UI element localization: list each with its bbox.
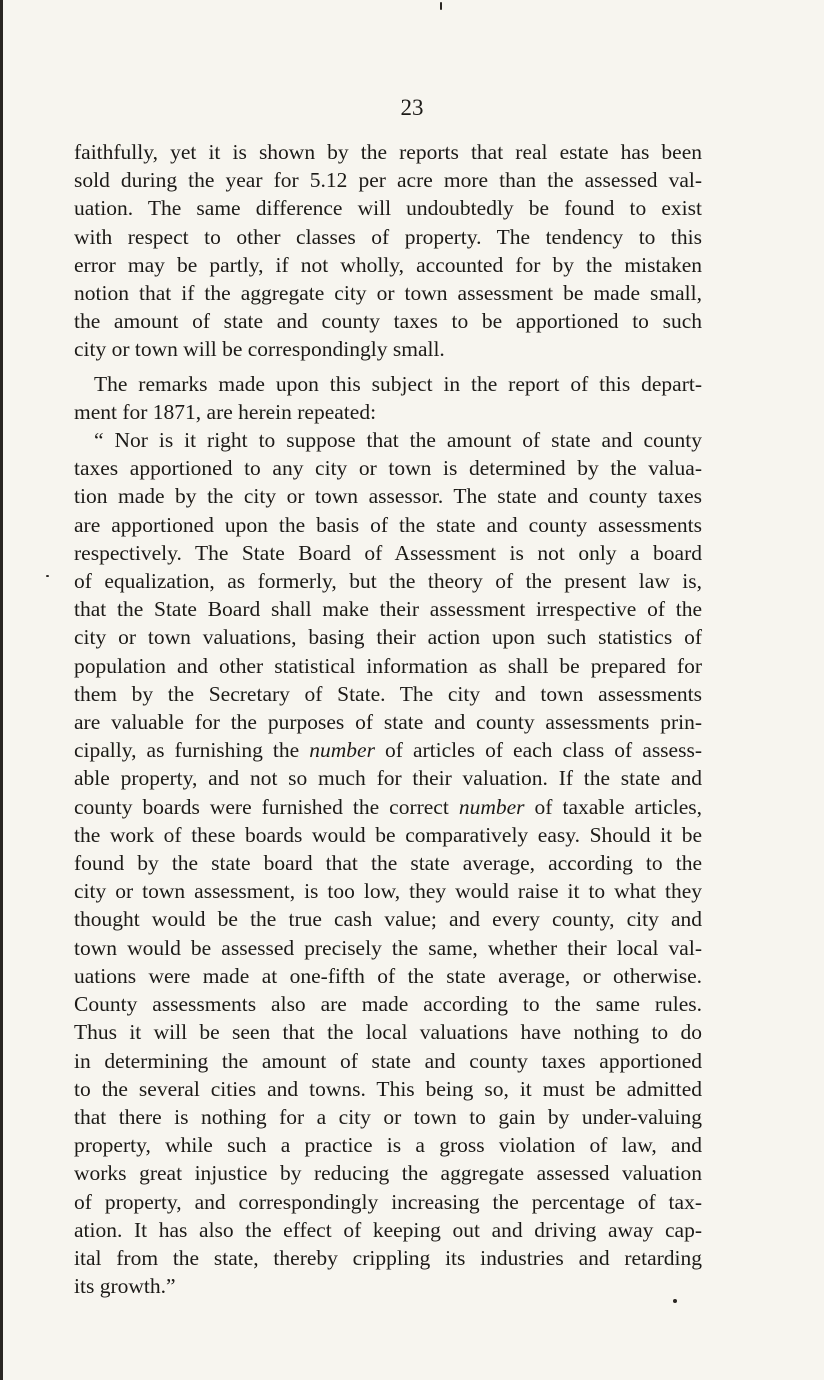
text-line: its growth.” <box>74 1274 176 1299</box>
ink-speck <box>440 2 442 10</box>
text-line: that the State Board shall make their assessment irrespective of the <box>74 597 702 622</box>
text-segment: of taxable articles, <box>524 794 703 819</box>
text-line: uations were made at one-fifth of the state average, or otherwise. <box>74 963 702 988</box>
text-line-with-emphasis <box>74 736 702 764</box>
text-line: “ Nor is it right to suppose that the amount of state and county <box>94 428 702 453</box>
page-number: 23 <box>400 95 424 120</box>
text-line: to the several cities and towns. This being so, it must be admitted <box>74 1076 702 1101</box>
text-line: ital from the state, thereby crippling its industries and retarding <box>74 1245 702 1270</box>
ink-speck <box>673 1299 677 1303</box>
emphasis-number: number <box>309 738 375 763</box>
text-line: city or town assessment, is too low, they would raise it to what they <box>74 879 702 904</box>
text-line: population and other statistical information as shall be prepared for <box>74 653 702 678</box>
text-segment: cipally, as furnishing the <box>74 738 310 763</box>
text-line: in determining the amount of state and county taxes apportioned <box>74 1048 702 1073</box>
text-line: of equalization, as formerly, but the theory of the present law is, <box>74 569 702 594</box>
text-line: respectively. The State Board of Assessment is not only a board <box>74 540 702 565</box>
text-line: notion that if the aggregate city or town assessment be made small, <box>74 281 702 306</box>
text-line: uation. The same difference will undoubtedly be found to exist <box>74 196 702 221</box>
text-line: city or town valuations, basing their action upon such statistics of <box>74 625 702 650</box>
text-line: works great injustice by reducing the aggregate assessed valuation <box>74 1161 702 1186</box>
body-text <box>74 138 702 1300</box>
text-line: city or town will be correspondingly small. <box>74 337 445 362</box>
text-line: property, while such a practice is a gross violation of law, and <box>74 1133 702 1158</box>
text-line: faithfully, yet it is shown by the reports that real estate has been <box>74 140 702 164</box>
text-line: able property, and not so much for their valuation. If the state and <box>74 766 702 791</box>
text-line: The remarks made upon this subject in the report of this depart- <box>94 371 702 396</box>
text-line: ation. It has also the effect of keeping out and driving away cap- <box>74 1217 702 1242</box>
quoted-paragraph <box>74 426 702 1300</box>
text-line: Thus it will be seen that the local valuations have nothing to do <box>74 1020 702 1045</box>
text-line: them by the Secretary of State. The city and town assessments <box>74 681 702 706</box>
text-line: sold during the year for 5.12 per acre more than the assessed val- <box>74 168 702 193</box>
text-line: tion made by the city or town assessor. The state and county taxes <box>74 484 702 509</box>
text-line: are apportioned upon the basis of the state and county assessments <box>74 512 702 537</box>
text-line: town would be assessed precisely the same, whether their local val- <box>74 935 702 960</box>
text-line: are valuable for the purposes of state and county assessments prin- <box>74 710 702 735</box>
text-line: that there is nothing for a city or town to gain by under-valuing <box>74 1104 702 1129</box>
text-line: found by the state board that the state average, according to the <box>74 851 702 876</box>
text-line: taxes apportioned to any city or town is determined by the valua- <box>74 456 702 481</box>
text-line: thought would be the true cash value; and every county, city and <box>74 907 702 932</box>
text-line-with-emphasis <box>74 793 702 821</box>
paragraph-2 <box>74 370 702 426</box>
emphasis-number: number <box>458 794 525 819</box>
paragraph-1 <box>74 138 702 364</box>
text-line: error may be partly, if not wholly, accounted for by the mistaken <box>74 252 702 277</box>
text-line: with respect to other classes of property. The tendency to this <box>74 224 702 249</box>
ink-speck <box>46 575 49 577</box>
page-edge-rule <box>0 0 3 1380</box>
text-line: County assessments also are made according to the same rules. <box>74 992 702 1017</box>
text-line: the amount of state and county taxes to be apportioned to such <box>74 309 702 334</box>
text-segment: of articles of each class of assess- <box>374 738 702 763</box>
text-line: ment for 1871, are herein repeated: <box>74 399 377 424</box>
text-line: the work of these boards would be comparatively easy. Should it be <box>74 822 702 847</box>
text-line: of property, and correspondingly increasing the percentage of tax- <box>74 1189 702 1214</box>
text-segment: county boards were furnished the correct <box>74 794 459 819</box>
